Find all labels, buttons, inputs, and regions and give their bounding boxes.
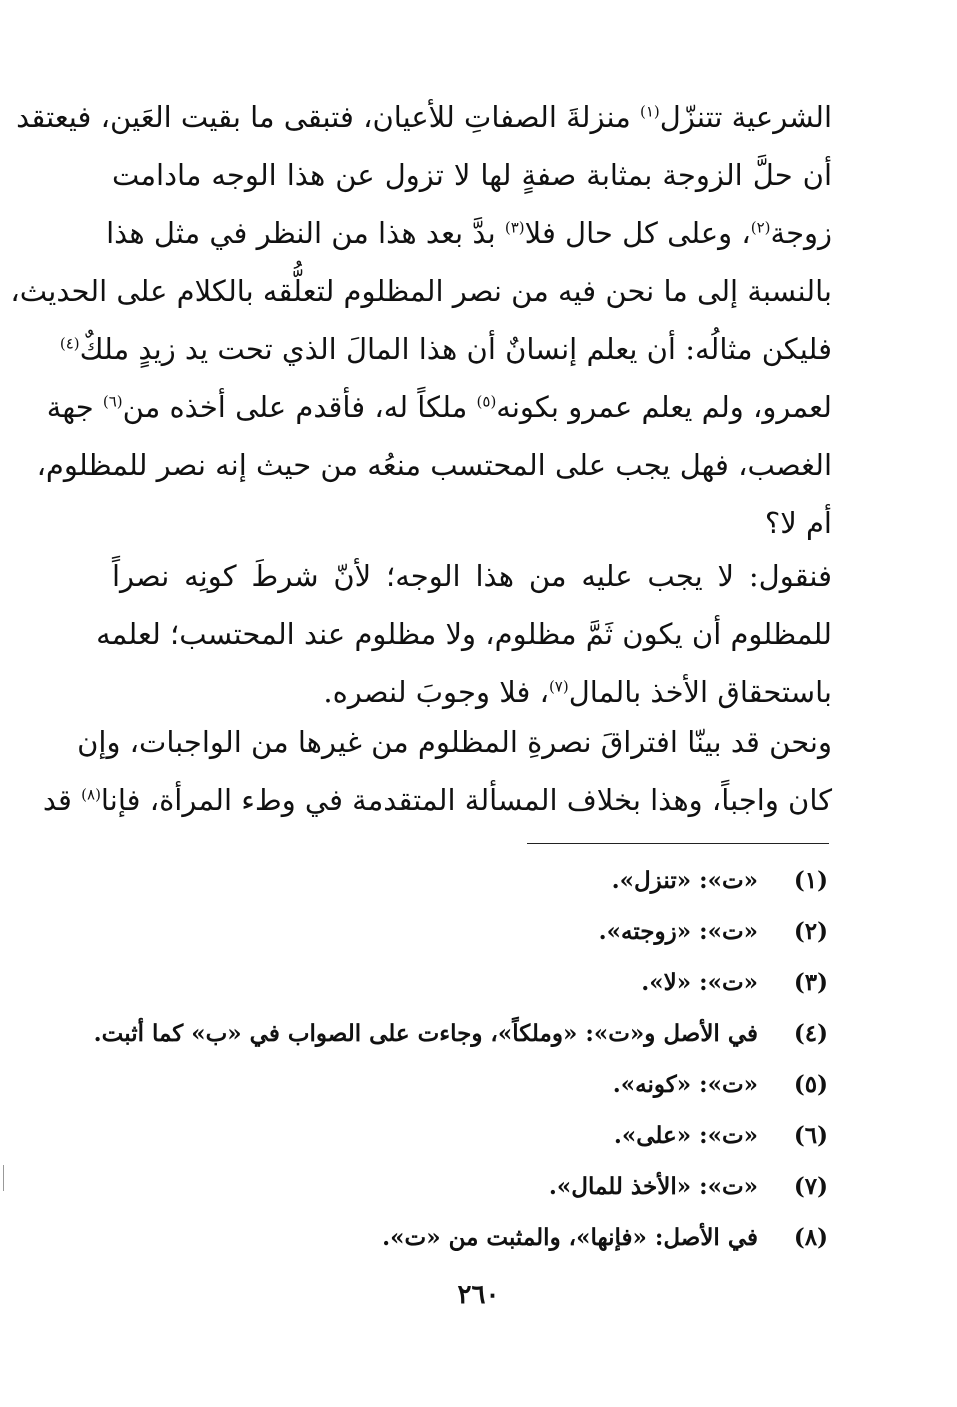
footnote-number: (١) (793, 867, 828, 894)
footnote-text: «ت»: «الأخذ للمال». (548, 1173, 758, 1200)
footnote-text: في الأصل و«ت»: «وملكاً»، وجاءت على الصواب في «ب» كما أثبت. (93, 1020, 758, 1047)
footnote-text: «ت»: «تنزل». (611, 867, 758, 894)
page-number: ٢٦٠ (457, 1280, 500, 1310)
footnote-ref[interactable]: (٢) (750, 218, 771, 237)
text-line: فليكن مثالُه: أن يعلم إنسانٌ أن هذا المالَ الذي تحت يد زيدٍ ملكٌ$^{(٤)}$ (59, 332, 832, 366)
text-line: زوجة$^{(٢)}$، وعلى كل حال فلا$^{(٣)}$ بدَّ بعد هذا من النظر في مثل هذا (106, 216, 832, 250)
text-line: بالنسبة إلى ما نحن فيه من نصر المظلوم لتعلُّقه بالكلام على الحديث، (10, 274, 832, 308)
footnote-item (112, 1059, 832, 1110)
paragraph-3 (42, 713, 832, 829)
paragraph-2 (96, 547, 832, 721)
footnote-item (112, 1161, 832, 1212)
text-line: للمظلوم أن يكون ثَمَّ مظلوم، ولا مظلوم عند المحتسب؛ لعلمه (96, 617, 832, 651)
text-line: أن حلَّ الزوجة بمثابة صفةٍ لها لا تزول عن هذا الوجه مادامت (112, 158, 832, 192)
footnote-ref[interactable]: (٧) (548, 677, 569, 696)
footnote-item (112, 1212, 832, 1263)
text-line: لعمرو، ولم يعلم عمرو بكونه$^{(٥)}$ ملكاً له، فأقدم على أخذه من$^{(٦)}$ جهة (46, 390, 832, 424)
footnote-text: «ت»: «كونه». (612, 1071, 758, 1098)
footnote-number: (٧) (793, 1173, 828, 1200)
footnote-ref[interactable]: (٤) (59, 334, 80, 353)
footnote-number: (٤) (793, 1020, 828, 1047)
footnote-text: «ت»: «على». (613, 1122, 758, 1149)
text-line: الغصب، فهل يجب على المحتسب منعُه من حيث إنه نصر للمظلوم، (36, 448, 832, 482)
footnote-number: (٦) (793, 1122, 828, 1149)
footnote-item (112, 906, 832, 957)
footnote-number: (٥) (793, 1071, 828, 1098)
footnote-ref[interactable]: (٦) (102, 392, 123, 411)
text-line: فنقول: لا يجب عليه من هذا الوجه؛ لأنّ شرطَ كونِه نصراً (112, 559, 832, 593)
footnote-item (112, 1110, 832, 1161)
text-line: أم لا؟ (764, 506, 832, 540)
footnote-ref[interactable]: (١) (639, 102, 660, 121)
footnote-number: (٢) (793, 918, 828, 945)
footnote-item (112, 957, 832, 1008)
text-line: الشرعية تتنزّل$^{(١)}$ منزلةَ الصفاتِ للأعيان، فتبقى ما بقيت العَين، فيعتقد (16, 100, 832, 134)
text-line: باستحقاق الأخذ بالمال$^{(٧)}$، فلا وجوبَ لنصره. (323, 675, 832, 709)
paragraph-1 (10, 88, 832, 552)
footnote-number: (٨) (793, 1224, 828, 1251)
footnote-divider (527, 843, 829, 844)
footnotes-list (93, 855, 832, 1263)
footnote-ref[interactable]: (٥) (476, 392, 497, 411)
footnote-ref[interactable]: (٨) (81, 785, 101, 804)
footnote-text: «ت»: «لا». (641, 969, 758, 996)
text-line: ونحن قد بينّا افتراقَ نصرةِ المظلوم من غيرها من الواجبات، وإن (77, 725, 832, 759)
footnote-item (112, 855, 832, 906)
scan-edge-mark (3, 1165, 4, 1191)
footnote-ref[interactable]: (٣) (504, 218, 525, 237)
footnote-text: «ت»: «زوجته». (598, 918, 758, 945)
footnote-item (93, 1008, 832, 1059)
footnote-text: في الأصل: «فإنها»، والمثبت من «ت». (382, 1224, 758, 1251)
footnote-number: (٣) (793, 969, 828, 996)
text-line: كان واجباً، وهذا بخلاف المسألة المتقدمة في وطء المرأة، فإنا$^{(٨)}$ قد (42, 783, 832, 817)
